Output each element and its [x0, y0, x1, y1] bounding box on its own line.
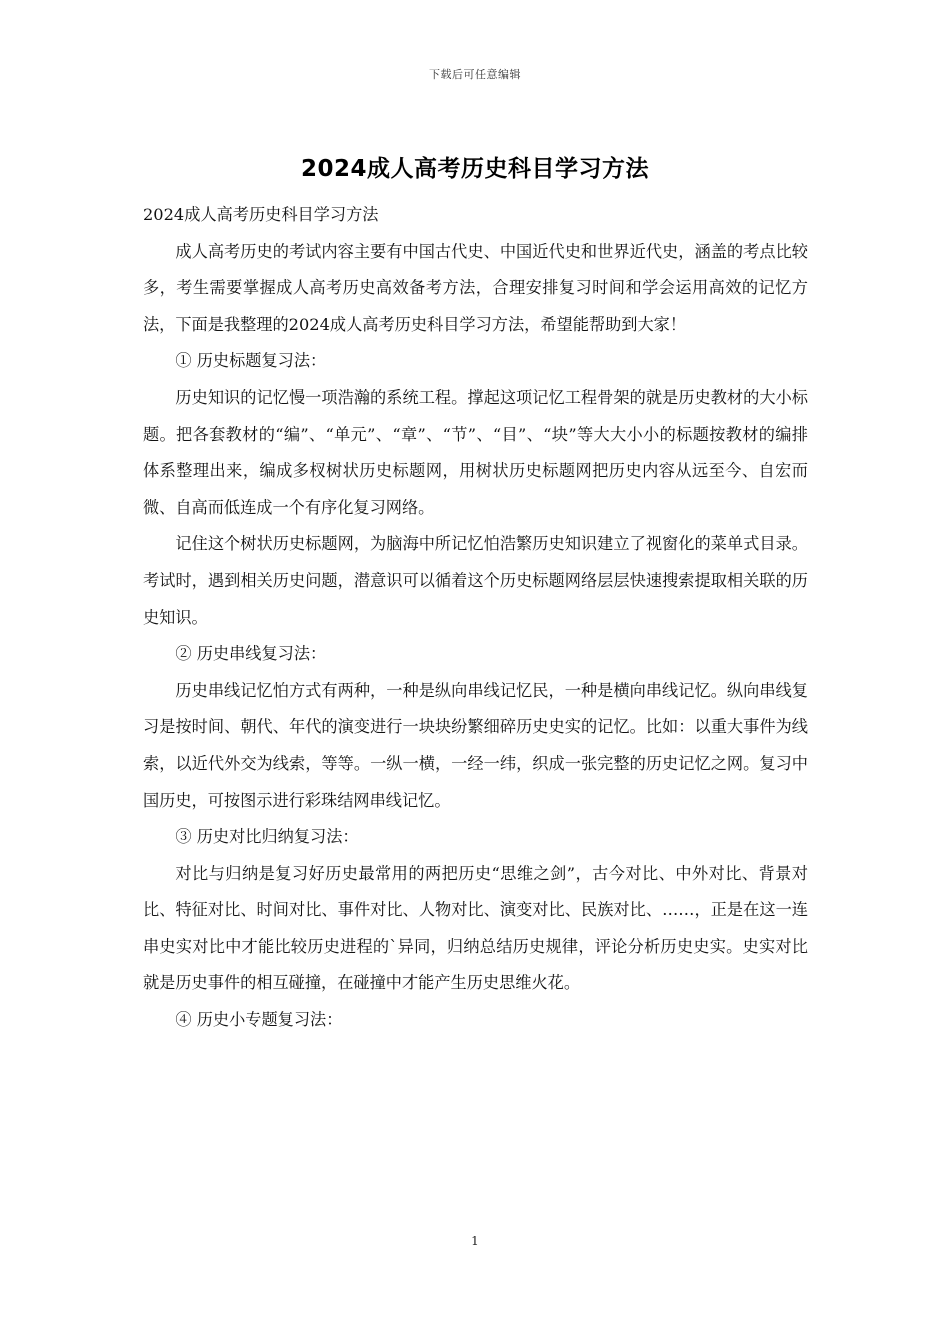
section-heading-2: ② 历史串线复习法：: [175, 644, 327, 664]
document-body: [143, 197, 808, 1039]
document-title: 2024成人高考历史科目学习方法: [300, 156, 649, 182]
intro-paragraph: 成人高考历史的考试内容主要有中国古代史、中国近代史和世界近代史，涵盖的考点比较多，考生需要掌握成人高考历史高效备考方法，合理安排复习时间和学会运用高效的记忆方法，下面是我整理的2024成人高考历史科目学习方法，希望能帮助到大家！: [143, 241, 808, 334]
body-paragraph: 对比与归纳是复习好历史最常用的两把历史“思维之剑”，古今对比、中外对比、背景对比、特征对比、时间对比、事件对比、人物对比、演变对比、民族对比、……，正是在这一连串史实对比中才能比较历史进程的`异同，归纳总结历史规律，评论分析历史史实。史实对比就是历史事件的相互碰撞，在碰撞中才能产生历史思维火花。: [143, 863, 808, 993]
section-heading-4: ④ 历史小专题复习法：: [175, 1010, 343, 1030]
subtitle-paragraph: 2024成人高考历史科目学习方法: [143, 205, 379, 224]
section-heading-3: ③ 历史对比归纳复习法：: [175, 827, 359, 847]
page-header: 下载后可任意编辑: [429, 68, 521, 81]
body-paragraph: 记住这个树状历史标题网，为脑海中所记忆怕浩繁历史知识建立了视窗化的菜单式目录。考试时，遇到相关历史问题，潜意识可以循着这个历史标题网络层层快速搜索提取相关联的历史知识。: [143, 534, 808, 627]
body-paragraph: 历史知识的记忆慢一项浩瀚的系统工程。撑起这项记忆工程骨架的就是历史教材的大小标题。把各套教材的“编”、“单元”、“章”、“节”、“目”、“块”等大大小小的标题按教材的编排体系整理出来，编成多杈树状历史标题网，用树状历史标题网把历史内容从远至今、自宏而微、自高而低连成一个有序化复习网络。: [143, 387, 808, 517]
section-heading-1: ① 历史标题复习法：: [175, 351, 327, 371]
page-number: 1: [471, 1234, 479, 1248]
body-paragraph: 历史串线记忆怕方式有两种，一种是纵向串线记忆民，一种是横向串线记忆。纵向串线复习是按时间、朝代、年代的演变进行一块块纷繁细碎历史史实的记忆。比如：以重大事件为线索，以近代外交为线索，等等。一纵一横，一经一纬，织成一张完整的历史记忆之网。复习中国历史，可按图示进行彩珠结网串线记忆。: [143, 680, 808, 810]
